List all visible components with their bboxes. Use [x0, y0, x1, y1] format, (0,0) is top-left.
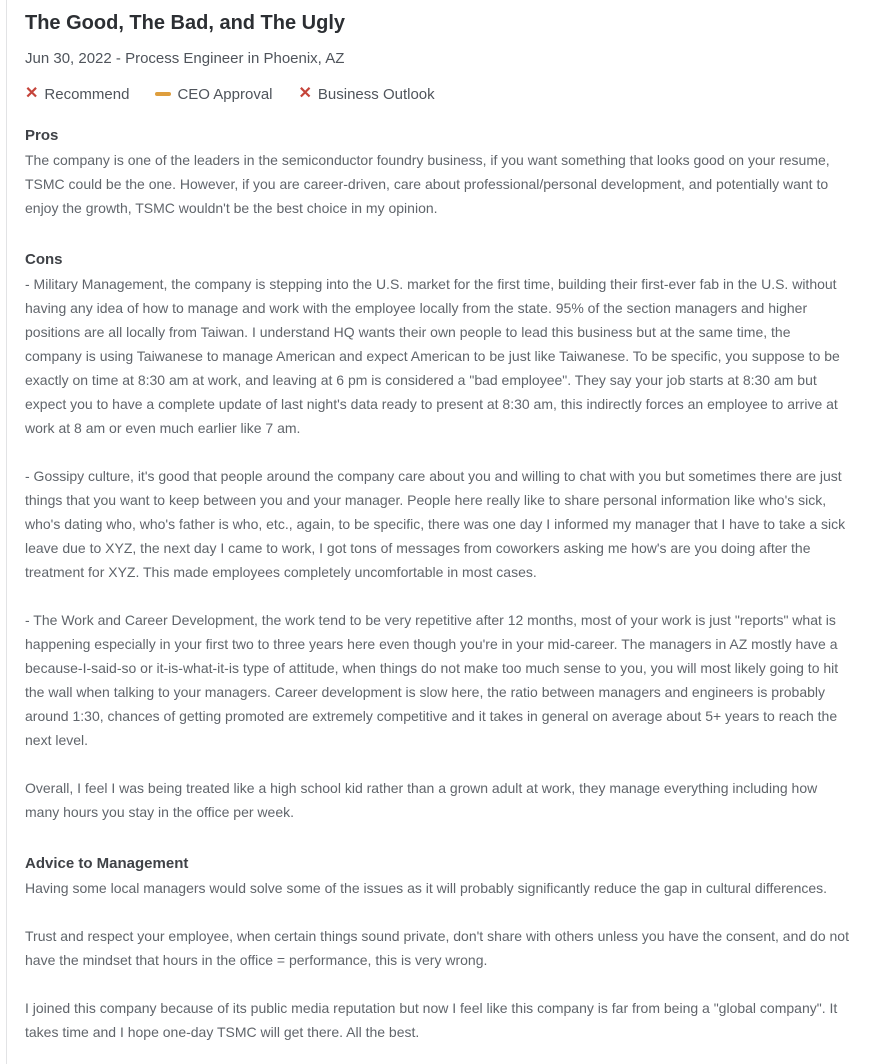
cons-paragraph: - Military Management, the company is stepping into the U.S. market for the first time, building their first-ever fab in the U.S. without having any idea of how to manage and work with the employee locally from the state. 95% of the section managers and higher positions are all locally from Taiwan. I understand HQ wants their own people to lead this business but at the same time, the company is using Taiwanese to manage American and expect American to be just like Taiwanese. To be specific, you suppose to be exactly on time at 8:30 am at work, and leaving at 6 pm is considered a "bad employee". They say your job starts at 8:30 am but expect you to have a complete update of last night's data ready to present at 8:30 am, this indirectly forces an employee to arrive at work at 8 am or even much earlier like 7 am. [25, 276, 840, 436]
advice-heading: Advice to Management [25, 855, 189, 872]
pros-paragraph: The company is one of the leaders in the semiconductor foundry business, if you want something that looks good on your resume, TSMC could be the one. However, if you are career-driven, care about professional/personal development, and potentially want to enjoy the growth, TSMC wouldn't be the best choice in my opinion. [25, 152, 830, 216]
rating-label: Business Outlook [317, 85, 435, 103]
rating-label: CEO Approval [177, 85, 273, 103]
review-title: The Good, The Bad, and The Ugly [25, 12, 346, 34]
advice-section [25, 852, 851, 1044]
cons-paragraph: - The Work and Career Development, the work tend to be very repetitive after 12 months, most of your work is just "reports" what is happening especially in your first two to three years here even though you're in your mid-career. The managers in AZ mostly have a because-I-said-so or it-is-what-it-is type of attitude, when things do not make too much sense to you, you will most likely going to hit the wall when talking to your managers. Career development is slow here, the ratio between managers and engineers is probably around 1:30, chances of getting promoted are extremely competitive and it takes in general on average about 5+ years to reach the next level. [25, 612, 839, 748]
advice-paragraph: Trust and respect your employee, when certain things sound private, don't share with others unless you have the consent, and do not have the mindset that hours in the office = performance, this is very wrong. [25, 928, 849, 968]
rating-ceo-approval [155, 86, 272, 103]
cons-paragraph: - Gossipy culture, it's good that people around the company care about you and willing to chat with you but sometimes there are just things that you want to keep between you and your manager. People here really like to share personal information like who's sick, who's dating who, who's father is who, etc., again, to be specific, there was one day I informed my manager that I have to take a sick leave due to XYZ, the next day I came to work, I got tons of messages from coworkers asking me how's are you doing after the treatment for XYZ. This made employees completely uncomfortable in most cases. [25, 468, 846, 580]
review-card [7, 0, 869, 1064]
pros-heading: Pros [25, 127, 59, 144]
ratings-row [25, 85, 851, 103]
pros-section [25, 124, 851, 220]
rating-business-outlook [299, 86, 435, 103]
card-left-border [6, 0, 7, 1064]
cons-paragraph: Overall, I feel I was being treated like a high school kid rather than a grown adult at work, they manage everything including how many hours you stay in the office per week. [25, 780, 818, 820]
rating-label: Recommend [44, 85, 130, 103]
x-icon: ✕ [298, 85, 312, 102]
x-icon: ✕ [25, 85, 39, 102]
review-meta: Jun 30, 2022 - Process Engineer in Phoenix, AZ [25, 50, 345, 67]
dash-icon [155, 92, 171, 96]
cons-section [25, 248, 851, 824]
rating-recommend [25, 86, 129, 103]
cons-heading: Cons [25, 251, 63, 268]
advice-paragraph: Having some local managers would solve some of the issues as it will probably significantly reduce the gap in cultural differences. [25, 880, 828, 896]
advice-paragraph: I joined this company because of its public media reputation but now I feel like this company is far from being a "global company". It takes time and I hope one-day TSMC will get there. All the best. [25, 1000, 838, 1040]
